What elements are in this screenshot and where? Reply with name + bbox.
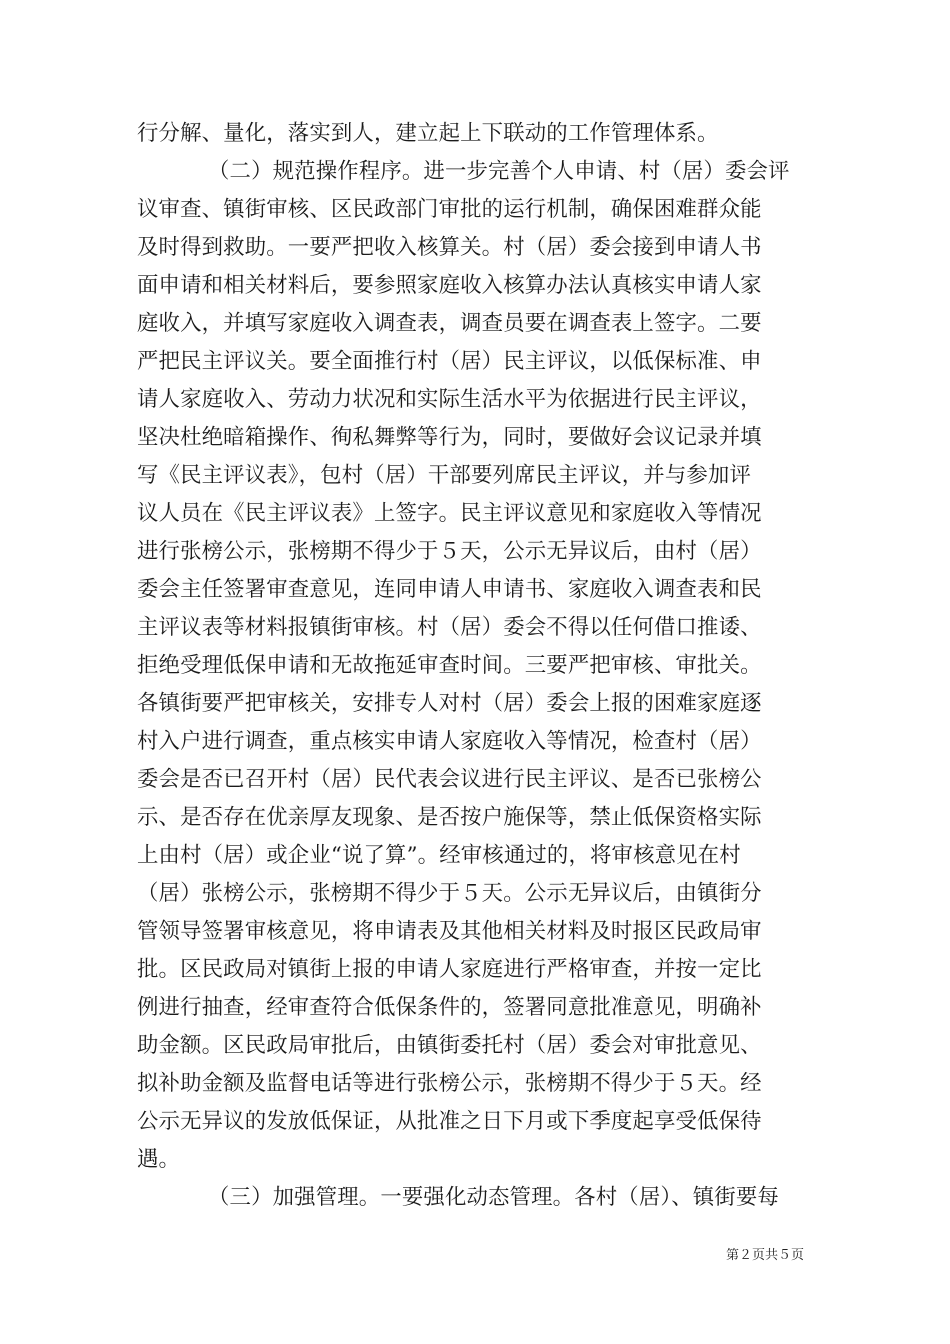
document-body <box>137 115 817 1217</box>
text-line: 庭收入，并填写家庭收入调查表，调查员要在调查表上签字。二要 <box>137 311 762 336</box>
text-line: 主评议表等材料报镇街审核。村（居）委会不得以任何借口推诿、 <box>137 615 762 640</box>
text-line: 委会是否已召开村（居）民代表会议进行民主评议、是否已张榜公 <box>137 767 762 792</box>
text-line: 面申请和相关材料后，要参照家庭收入核算办法认真核实申请人家 <box>137 273 762 298</box>
text-line: 写《民主评议表》，包村（居）干部要列席民主评议，并与参加评 <box>137 463 751 488</box>
text-line: 各镇街要严把审核关，安排专人对村（居）委会上报的困难家庭逐 <box>137 691 762 716</box>
text-line: 助金额。区民政局审批后，由镇街委托村（居）委会对审批意见、 <box>137 1033 762 1058</box>
text-line: 议人员在《民主评议表》上签字。民主评议意见和家庭收入等情况 <box>137 501 762 526</box>
text-line: 拒绝受理低保申请和无故拖延审查时间。三要严把审核、审批关。 <box>137 653 762 678</box>
text-line: 委会主任签署审查意见，连同申请人申请书、家庭收入调查表和民 <box>137 577 762 602</box>
text-line: 村入户进行调查，重点核实申请人家庭收入等情况，检查村（居） <box>137 729 762 754</box>
text-line: （三）加强管理。一要强化动态管理。各村（居）、镇街要每 <box>208 1185 779 1210</box>
text-line: 遇。 <box>137 1147 181 1172</box>
text-line: （二）规范操作程序。进一步完善个人申请、村（居）委会评 <box>208 159 790 184</box>
text-line: （居）张榜公示，张榜期不得少于５天。公示无异议后，由镇街分 <box>137 881 762 906</box>
text-line: 行分解、量化，落实到人，建立起上下联动的工作管理体系。 <box>137 121 719 146</box>
text-line: 严把民主评议关。要全面推行村（居）民主评议，以低保标准、申 <box>137 349 762 374</box>
text-line: 示、是否存在优亲厚友现象、是否按户施保等，禁止低保资格实际 <box>137 805 762 830</box>
text-line: 议审查、镇街审核、区民政部门审批的运行机制，确保困难群众能 <box>137 197 762 222</box>
text-line: 批。区民政局对镇街上报的申请人家庭进行严格审查，并按一定比 <box>137 957 762 982</box>
text-line: 公示无异议的发放低保证，从批准之日下月或下季度起享受低保待 <box>137 1109 762 1134</box>
text-line: 例进行抽查，经审查符合低保条件的，签署同意批准意见，明确补 <box>137 995 762 1020</box>
text-line: 上由村（居）或企业“说了算”。经审核通过的，将审核意见在村 <box>137 843 741 868</box>
text-line: 管领导签署审核意见，将申请表及其他相关材料及时报区民政局审 <box>137 919 762 944</box>
page-number: 第２页共５页 <box>725 1248 804 1263</box>
text-line: 请人家庭收入、劳动力状况和实际生活水平为依据进行民主评议， <box>137 387 762 412</box>
text-line: 拟补助金额及监督电话等进行张榜公示，张榜期不得少于５天。经 <box>137 1071 762 1096</box>
text-line: 进行张榜公示，张榜期不得少于５天，公示无异议后，由村（居） <box>137 539 762 564</box>
text-line: 及时得到救助。一要严把收入核算关。村（居）委会接到申请人书 <box>137 235 762 260</box>
text-line: 坚决杜绝暗箱操作、徇私舞弊等行为，同时，要做好会议记录并填 <box>137 425 762 450</box>
